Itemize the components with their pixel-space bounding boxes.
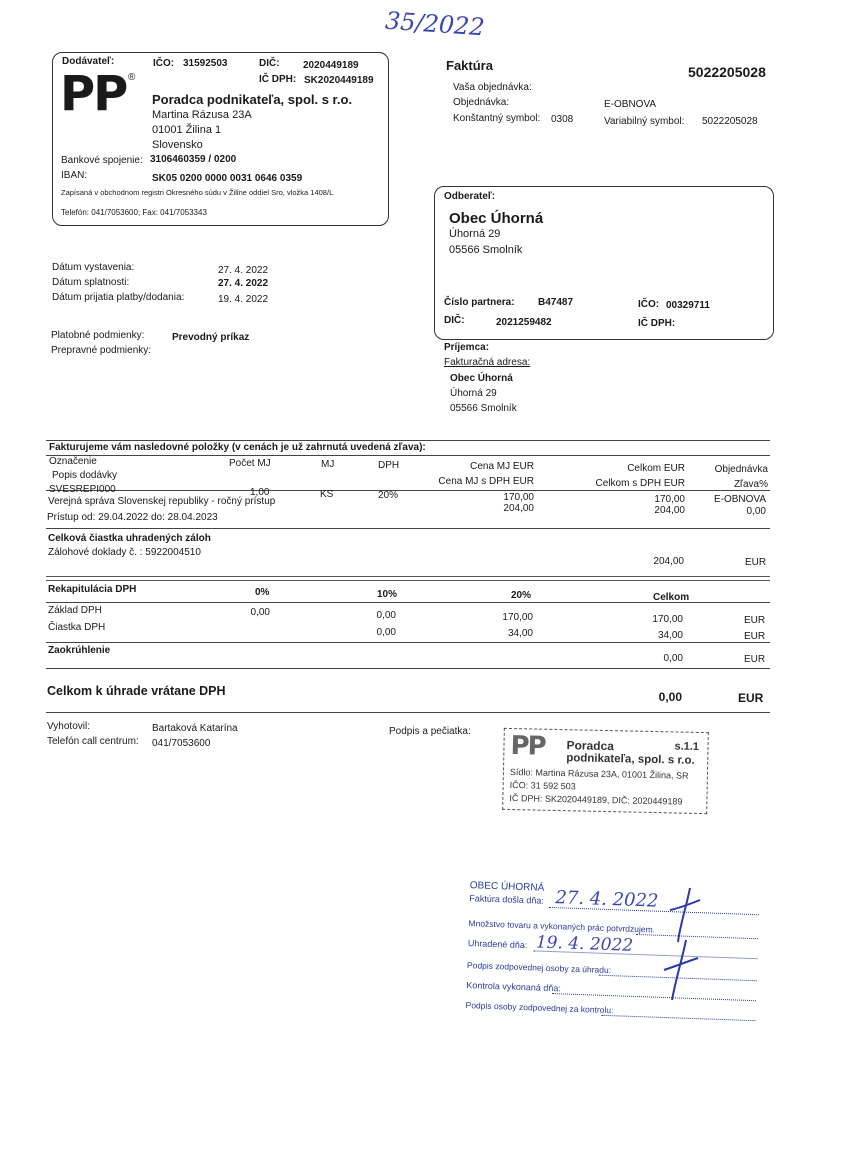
- stamp-suffix: s.1.1: [674, 740, 700, 753]
- invoice-title: Faktúra: [446, 58, 493, 73]
- issue-date-label: Dátum vystavenia:: [52, 262, 135, 273]
- stamp-name-line1: Poradca: [566, 738, 615, 754]
- item-unit: KS: [320, 489, 334, 500]
- stamp-dph: IČ DPH: SK2020449189, DIČ: 2020449189: [509, 792, 683, 807]
- rounding-label: Zaokrúhlenie: [48, 645, 111, 656]
- receipt-arrived-label: Faktúra došla dňa:: [469, 893, 545, 906]
- col-order: Objednávka: [714, 464, 768, 475]
- item-desc: Verejná správa Slovenskej republiky - ročný prístup: [48, 496, 276, 507]
- receipt-quantity-label: Množstvo tovaru a vykonaných prác potvrdzujem.: [468, 918, 656, 935]
- advances-top-rule: [46, 528, 770, 529]
- item-discount: 0,00: [746, 506, 766, 517]
- col-total: Celkom EUR: [627, 463, 685, 474]
- supplier-ico: 31592503: [183, 58, 228, 69]
- item-price-vat: 204,00: [503, 503, 534, 514]
- payment-terms: Prevodný príkaz: [172, 332, 250, 343]
- due-date: 27. 4. 2022: [218, 278, 269, 289]
- stamp-ico: IČO: 31 592 503: [509, 779, 576, 792]
- col-discount: Zľava%: [733, 479, 768, 490]
- rounding-value: 0,00: [663, 653, 683, 664]
- issued-by: Bartaková Katarína: [152, 723, 238, 734]
- item-total: 170,00: [654, 494, 685, 505]
- vat-base-total: 170,00: [652, 614, 683, 625]
- payment-date: 19. 4. 2022: [218, 294, 269, 305]
- handwritten-number: 35/2022: [384, 6, 486, 42]
- vat-recap-heading: Rekapitulácia DPH: [48, 584, 137, 595]
- receipt-paid-label: Uhradené dňa:: [467, 938, 528, 951]
- vat-amount-total: 34,00: [657, 630, 683, 641]
- partner-label: Číslo partnera:: [444, 297, 515, 308]
- handwritten-signature: [650, 880, 710, 1005]
- customer-dic-label: DIČ:: [444, 315, 465, 326]
- supplier-name: Poradca podnikateľa, spol. s r.o.: [152, 92, 353, 107]
- advances-currency: EUR: [745, 557, 767, 568]
- item-total-vat: 204,00: [654, 505, 685, 516]
- customer-ico-label: IČO:: [638, 299, 660, 310]
- item-vat: 20%: [378, 490, 399, 501]
- vat-col-20: 20%: [511, 590, 532, 601]
- recipient-name: Obec Úhorná: [450, 373, 513, 384]
- receipt-paid-hand: 19. 4. 2022: [535, 932, 634, 956]
- col-price-vat: Cena MJ s DPH EUR: [438, 476, 534, 487]
- receipt-signature-label: Podpis zodpovednej osoby za úhradu:: [466, 960, 612, 976]
- customer-icdph-label: IČ DPH:: [638, 318, 676, 329]
- supplier-street: Martina Rázusa 23A: [152, 109, 252, 121]
- item-code: SVESREPI000: [49, 484, 116, 495]
- callcenter-phone: 041/7053600: [152, 738, 211, 749]
- items-heading-rule: [46, 455, 770, 456]
- rounding-currency: EUR: [744, 654, 766, 665]
- stamp-name-line2: podnikateľa, spol. s r.o.: [566, 752, 695, 767]
- recipient-street: Úhorná 29: [450, 388, 497, 399]
- invoice-number: 5022205028: [688, 64, 766, 80]
- vat-base-20: 170,00: [502, 612, 533, 623]
- supplier-icdph: SK2020449189: [304, 75, 374, 86]
- vat-col-0: 0%: [255, 587, 270, 598]
- supplier-ico-label: IČO:: [153, 58, 175, 69]
- items-heading: Fakturujeme vám nasledovné položky (v cenách je už zahrnutá uvedená zľava):: [49, 442, 426, 453]
- advances-amount: 204,00: [653, 556, 684, 567]
- receipt-stamp: [461, 880, 766, 1035]
- customer-street: Úhorná 29: [449, 228, 501, 240]
- stamp-seat: Sídlo: Martina Rázusa 23A, 01001 Žilina, SR: [509, 767, 689, 781]
- col-vat: DPH: [378, 460, 400, 471]
- partner-number: B47487: [538, 297, 574, 308]
- order-value: E-OBNOVA: [604, 99, 657, 110]
- item-price: 170,00: [503, 492, 534, 503]
- bank-label: Bankové spojenie:: [61, 155, 143, 166]
- iban: SK05 0200 0000 0031 0646 0359: [152, 173, 303, 184]
- issue-date: 27. 4. 2022: [218, 265, 269, 276]
- col-qty: Počet MJ: [229, 458, 271, 469]
- col-code: Označenie: [49, 456, 97, 467]
- supplier-logo: PP: [60, 66, 127, 122]
- supplier-dic: 2020449189: [303, 60, 359, 71]
- vat-base-currency: EUR: [744, 615, 766, 626]
- receipt-arrived-hand: 27. 4. 2022: [555, 887, 659, 912]
- stamp-logo: PP: [510, 731, 545, 762]
- company-stamp: [502, 728, 709, 814]
- bank-account: 3106460359 / 0200: [150, 154, 237, 165]
- vat-amount-currency: EUR: [744, 631, 766, 642]
- col-price: Cena MJ EUR: [470, 461, 534, 472]
- recipient-city: 05566 Smolník: [450, 403, 517, 414]
- grand-total-currency: EUR: [738, 691, 764, 705]
- grand-total-label: Celkom k úhrade vrátane DPH: [47, 684, 226, 698]
- customer-ico: 00329711: [666, 300, 710, 311]
- receipt-control-sig-line: [601, 1015, 755, 1021]
- col-total-vat: Celkom s DPH EUR: [595, 478, 685, 489]
- issued-by-label: Vyhotovil:: [47, 721, 90, 732]
- advances-heading: Celková čiastka uhradených záloh: [48, 533, 211, 544]
- receipt-control-sig-label: Podpis osoby zodpovednej za kontrolu:: [465, 1000, 614, 1016]
- your-order-label: Vaša objednávka:: [453, 82, 532, 93]
- payment-terms-label: Platobné podmienky:: [51, 330, 145, 341]
- var-symbol: 5022205028: [702, 116, 758, 127]
- customer-label: Odberateľ:: [444, 191, 496, 202]
- supplier-icdph-label: IČ DPH:: [259, 74, 297, 85]
- item-order: E-OBNOVA: [713, 494, 766, 505]
- registered-mark-icon: ®: [128, 72, 136, 83]
- var-symbol-label: Variabilný symbol:: [604, 116, 685, 127]
- rounding-bottom-rule: [46, 668, 770, 669]
- const-symbol: 0308: [551, 114, 574, 125]
- receipt-control-label: Kontrola vykonaná dňa:: [466, 980, 562, 994]
- order-label: Objednávka:: [453, 97, 510, 108]
- grand-total-rule: [46, 712, 770, 713]
- supplier-country: Slovensko: [152, 139, 203, 151]
- customer-name: Obec Úhorná: [449, 210, 544, 227]
- iban-label: IBAN:: [61, 170, 88, 181]
- col-desc: Popis dodávky: [52, 470, 118, 481]
- vat-amount-10: 0,00: [376, 627, 396, 638]
- customer-dic: 2021259482: [496, 317, 552, 328]
- receipt-title: OBEC ÚHORNÁ: [469, 880, 545, 894]
- col-unit: MJ: [321, 459, 335, 470]
- supplier-label: Dodávateľ:: [62, 56, 115, 67]
- vat-base-10: 0,00: [376, 610, 396, 621]
- billing-address-label: Fakturačná adresa:: [444, 357, 531, 368]
- supplier-phone: Telefón: 041/7053600; Fax: 041/7053343: [61, 208, 207, 217]
- supplier-dic-label: DIČ:: [259, 58, 280, 69]
- item-qty: 1,00: [250, 487, 270, 498]
- register-note: Zapísaná v obchodnom registri Okresného súdu v Žiline oddiel Sro, vložka 1408/L: [61, 188, 334, 197]
- vat-amount-label: Čiastka DPH: [48, 622, 106, 633]
- vat-recap-header-rule: [46, 602, 770, 603]
- grand-total-amount: 0,00: [658, 690, 682, 704]
- item-access-period: Prístup od: 29.04.2022 do: 28.04.2023: [47, 512, 218, 523]
- callcenter-label: Telefón call centrum:: [47, 736, 139, 747]
- supplier-city: 01001 Žilina 1: [152, 124, 222, 136]
- vat-recap-top-rule: [46, 576, 770, 581]
- due-date-label: Dátum splatnosti:: [52, 277, 130, 288]
- const-symbol-label: Konštantný symbol:: [453, 113, 541, 124]
- payment-date-label: Dátum prijatia platby/dodania:: [52, 292, 185, 303]
- vat-col-total: Celkom: [653, 592, 690, 603]
- customer-city: 05566 Smolník: [449, 244, 523, 256]
- signature-label: Podpis a pečiatka:: [389, 726, 471, 737]
- shipping-terms-label: Prepravné podmienky:: [51, 345, 152, 356]
- items-header-rule: [46, 490, 770, 491]
- vat-base-label: Základ DPH: [48, 605, 102, 616]
- rounding-top-rule: [46, 642, 770, 643]
- vat-amount-20: 34,00: [507, 628, 533, 639]
- advance-docs: Zálohové doklady č. : 5922004510: [48, 547, 201, 558]
- recipient-label: Príjemca:: [444, 342, 490, 353]
- vat-base-0: 0,00: [250, 607, 270, 618]
- items-top-rule: [46, 440, 770, 441]
- vat-col-10: 10%: [377, 589, 398, 600]
